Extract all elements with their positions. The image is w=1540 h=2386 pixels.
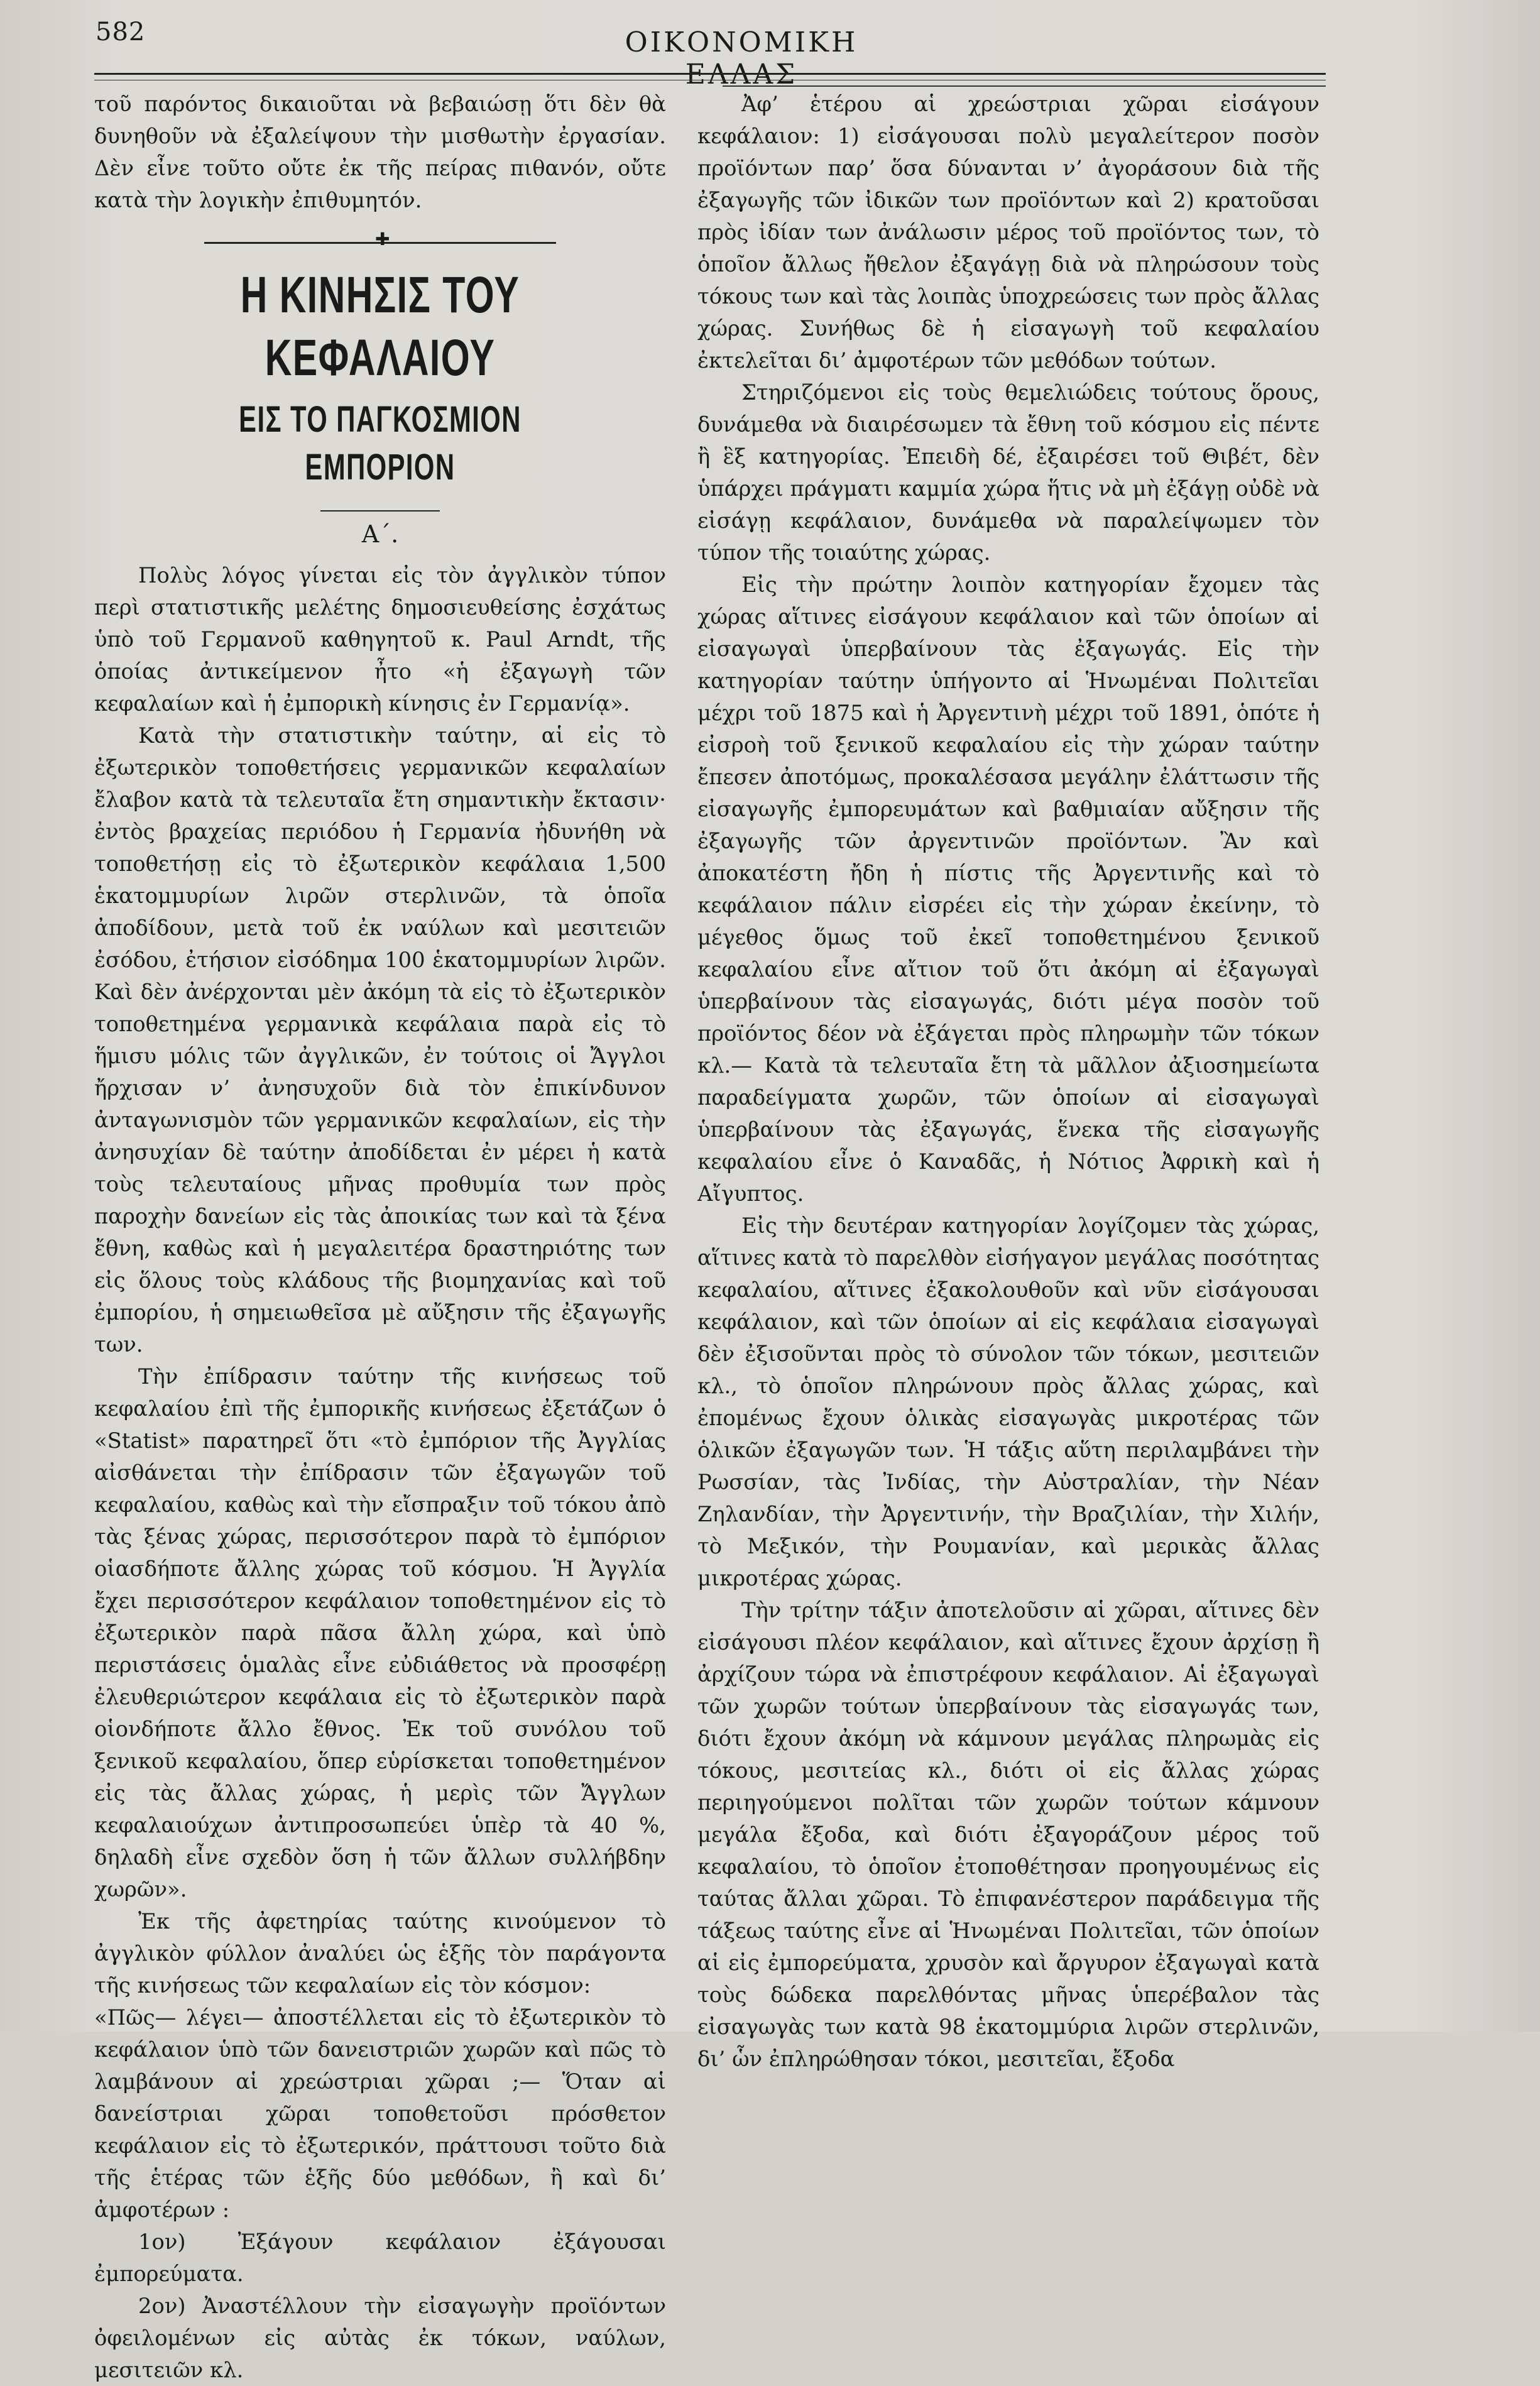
list-item: 2ον) Ἀναστέλλουν τὴν εἰσαγωγὴν προϊόντων ὀφειλομένων εἰς αὐτὰς ἐκ τόκων, ναύλων, μεσιτειῶν κλ. — [94, 2294, 666, 2382]
paragraph: Στηριζόμενοι εἰς τοὺς θεμελιώδεις τούτους ὅρους, δυνάμεθα νὰ διαιρέσωμεν τὰ ἔθνη τοῦ κόσμου εἰς πέντε ἢ ἓξ κατηγορίας. Ἐπειδὴ δέ, ἐξαιρέσει τοῦ Θιβέτ, δὲν ὑπάρχει πράγματι καμμία χώρα ἥτις νὰ μὴ ἐξάγῃ οὐδὲ νὰ εἰσάγῃ κεφάλαιον, δυνάμεθα νὰ παραλείψωμεν τὸν τύπον τῆς τοιαύτης χώρας. — [697, 380, 1319, 565]
paragraph: Τὴν ἐπίδρασιν ταύτην τῆς κινήσεως τοῦ κεφαλαίου ἐπὶ τῆς ἐμπορικῆς κινήσεως ἐξετάζων ὁ «Statist» παρατηρεῖ ὅτι «τὸ ἐμπόριον τῆς Ἀγγλίας αἰσθάνεται τὴν ἐπίδρασιν τῶν ἐξαγωγῶν τοῦ κεφαλαίου, καθὼς καὶ τὴν εἴσπραξιν τοῦ τόκου ἀπὸ τὰς ξένας χώρας, περισσότερον παρὰ τὸ ἐμπόριον οἱασδήποτε ἄλλης χώρας τοῦ κόσμου. Ἡ Ἀγγλία ἔχει περισσότερον κεφάλαιον τοποθετημένον εἰς τὸ ἐξωτερικὸν παρὰ πᾶσα ἄλλη χώρα, καὶ ὑπὸ περιστάσεις ὁμαλὰς εἶνε εὐδιάθετος νὰ προσφέρῃ ἐλευθεριώτερον κεφάλαια εἰς τὸ ἐξωτερικὸν παρὰ οἱονδήποτε ἄλλο ἔθνος. Ἐκ τοῦ συνόλου τοῦ ξενικοῦ κεφαλαίου, ὅπερ εὑρίσκεται τοποθετημένον εἰς τὰς ἄλλας χώρας, ἡ μερὶς τῶν Ἄγγλων κεφαλαιούχων ἀντιπροσωπεύει ὑπὲρ τὰ 40 %, δηλαδὴ εἶνε σχεδὸν ὅση ἡ τῶν ἄλλων συλλήβδην χωρῶν». — [94, 1364, 666, 1902]
paragraph: Εἰς τὴν δευτέραν κατηγορίαν λογίζομεν τὰς χώρας, αἵτινες κατὰ τὸ παρελθὸν εἰσήγαγον μεγάλας ποσότητας κεφαλαίου, αἵτινες ἐξακολουθοῦν καὶ νῦν εἰσάγουσαι κεφάλαιον, καὶ τῶν ὁποίων αἱ εἰς κεφάλαια εἰσαγωγαὶ δὲν ἐξισοῦνται πρὸς τὸ σύνολον τῶν τόκων, μεσιτειῶν κλ., τὸ ὁποῖον πληρώνουν πρὸς ἄλλας χώρας, καὶ ἐπομένως ἔχουν ὁλικὰς εἰσαγωγὰς μικροτέρας τῶν ὁλικῶν ἐξαγωγῶν των. Ἡ τάξις αὕτη περιλαμβάνει τὴν Ρωσσίαν, τὰς Ἰνδίας, τὴν Αὐστραλίαν, τὴν Νέαν Ζηλανδίαν, τὴν Ἀργεντινήν, τὴν Βραζιλίαν, τὴν Χιλήν, τὸ Μεξικόν, τὴν Ρουμανίαν, καὶ μερικὰς ἄλλας μικροτέρας χώρας. — [697, 1213, 1319, 1590]
right-column — [697, 88, 1319, 2075]
article-title: Η ΚΙΝΗΣΙΣ ΤΟΥ ΚΕΦΑΛΑΙΟΥ — [240, 266, 520, 386]
paragraph: «Πῶς— λέγει— ἀποστέλλεται εἰς τὸ ἐξωτερικὸν τὸ κεφάλαιον ὑπὸ τῶν δανειστριῶν χωρῶν καὶ πῶς τὸ λαμβάνουν αἱ χρεώστριαι χῶραι ;— Ὅταν αἱ δανείστριαι χῶραι τοποθετοῦσι πρόσθετον κεφάλαιον εἰς τὸ ἐξωτερικόν, πράττουσι τοῦτο διὰ τῆς ἑτέρας τῶν ἑξῆς δύο μεθόδων, ἢ καὶ δι’ ἀμφοτέρων : — [94, 2005, 666, 2222]
section-mark: Α΄. — [361, 520, 399, 548]
paragraph: Ἀφ’ ἑτέρου αἱ χρεώστριαι χῶραι εἰσάγουν κεφάλαιον: 1) εἰσάγουσαι πολὺ μεγαλείτερον ποσὸν προϊόντων παρ’ ὅσα δύνανται ν’ ἀγοράσουν διὰ τῆς ἐξαγωγῆς τῶν ἰδικῶν των προϊόντων καὶ 2) κρατοῦσαι πρὸς ἰδίαν των ἀνάλωσιν μέρος τοῦ προϊόντος των, τὸ ὁποῖον ἄλλως ἤθελον ἐξαγάγῃ διὰ νὰ πληρώσουν τοὺς τόκους των καὶ τὰς λοιπὰς ὑποχρεώσεις των πρὸς ἄλλας χώρας. Συνήθως δὲ ἡ εἰσαγωγὴ τοῦ κεφαλαίου ἐκτελεῖται δι’ ἀμφοτέρων τῶν μεθόδων τούτων. — [697, 92, 1319, 373]
title-rule — [320, 510, 440, 512]
paragraph: Κατὰ τὴν στατιστικὴν ταύτην, αἱ εἰς τὸ ἐξωτερικὸν τοποθετήσεις γερμανικῶν κεφαλαίων ἔλαβον κατὰ τὰ τελευταῖα ἔτη σημαντικὴν ἔκτασιν· ἐντὸς βραχείας περιόδου ἡ Γερμανία ἠδυνήθη νὰ τοποθετήσῃ εἰς τὸ ἐξωτερικὸν κεφάλαια 1,500 ἑκατομμυρίων λιρῶν στερλινῶν, τὰ ὁποῖα ἀποδίδουν, μετὰ τοῦ ἐκ ναύλων καὶ μεσιτειῶν ἐσόδου, ἐτήσιον εἰσόδημα 100 ἑκατομμυρίων λιρῶν. Καὶ δὲν ἀνέρχονται μὲν ἀκόμη τὰ εἰς τὸ ἐξωτερικὸν τοποθετημένα γερμανικὰ κεφάλαια παρὰ εἰς τὸ ἥμισυ μόλις τῶν ἀγγλικῶν, ἐν τούτοις οἱ Ἄγγλοι ἤρχισαν ν’ ἀνησυχοῦν διὰ τὸν ἐπικίνδυνον ἀνταγωνισμὸν τῶν γερμανικῶν κεφαλαίων, εἰς τὴν ἀνησυχίαν δὲ ταύτην ἀποδίδεται ἐν μέρει ἡ κατὰ τοὺς τελευταίους μῆνας προθυμία των πρὸς παροχὴν δανείων εἰς τὰς ἀποικίας των καὶ τὰ ξένα ἔθνη, καθὼς καὶ ἡ μεγαλειτέρα δραστηριότης των εἰς ὅλους τοὺς κλάδους τῆς βιομηχανίας καὶ τοῦ ἐμπορίου, ἡ σημειωθεῖσα μὲ αὔξησιν τῆς ἐξαγωγῆς των. — [94, 723, 666, 1357]
running-title: ΟΙΚΟΝΟΜΙΚΗ ΕΛΛΑΣ — [625, 26, 858, 90]
page-number: 582 — [96, 18, 146, 47]
header-rule — [94, 73, 1326, 75]
article-subtitle: ΕΙΣ ΤΟ ΠΑΓΚΟΣΜΙΟΝ ΕΜΠΟΡΙΟΝ — [239, 399, 522, 488]
left-column — [94, 88, 666, 2386]
paragraph: Εἰς τὴν πρώτην λοιπὸν κατηγορίαν ἔχομεν τὰς χώρας αἵτινες εἰσάγουν κεφάλαιον καὶ τῶν ὁποίων αἱ εἰσαγωγαὶ ὑπερβαίνουν τὰς ἐξαγωγάς. Εἰς τὴν κατηγορίαν ταύτην ὑπήγοντο αἱ Ἡνωμέναι Πολιτεῖαι μέχρι τοῦ 1875 καὶ ἡ Ἀργεντινὴ μέχρι τοῦ 1891, ὁπότε ἡ εἰσροὴ τοῦ ξενικοῦ κεφαλαίου εἰς τὴν χώραν ταύτην ἔπεσεν ἀποτόμως, προκαλέσασα μεγάλην ἐλάττωσιν τῆς εἰσαγωγῆς ἐμπορευμάτων καὶ βαθμιαίαν αὔξησιν τῆς ἐξαγωγῆς τῶν ἀργεντινῶν προϊόντων. Ἂν καὶ ἀποκατέστη ἤδη ἡ πίστις τῆς Ἀργεντινῆς καὶ τὸ κεφάλαιον πάλιν εἰσρέει εἰς τὴν χώραν ἐκείνην, τὸ μέγεθος ὅμως τοῦ ἐκεῖ τοποθετημένου ξενικοῦ κεφαλαίου εἶνε αἴτιον τοῦ ὅτι ἀκόμη αἱ ἐξαγωγαὶ ὑπερβαίνουν τὰς εἰσαγωγάς, διότι μέγα ποσὸν τοῦ προϊόντος δέον νὰ ἐξάγεται πρὸς πληρωμὴν τῶν τόκων κλ.— Κατὰ τὰ τελευταῖα ἔτη τὰ μᾶλλον ἀξιοσημείωτα παραδείγματα χωρῶν, τῶν ὁποίων αἱ εἰσαγωγαὶ ὑπερβαίνουν τὰς ἐξαγωγάς, ἕνεκα τῆς εἰσαγωγῆς κεφαλαίου εἶνε ὁ Καναδᾶς, ἡ Νότιος Ἀφρικὴ καὶ ἡ Αἴγυπτος. — [697, 572, 1319, 1206]
paragraph: Ἐκ τῆς ἀφετηρίας ταύτης κινούμενον τὸ ἀγγλικὸν φύλλον ἀναλύει ὡς ἑξῆς τὸν παράγοντα τῆς κινήσεως τῶν κεφαλαίων εἰς τὸν κόσμον: — [94, 1909, 666, 1998]
right-column-rule — [723, 85, 1326, 87]
paragraph: Πολὺς λόγος γίνεται εἰς τὸν ἀγγλικὸν τύπον περὶ στατιστικῆς μελέτης δημοσιευθείσης ἐσχάτως ὑπὸ τοῦ Γερμανοῦ καθηγητοῦ κ. Paul Arndt, τῆς ὁποίας ἀντικείμενον ἦτο «ἡ ἐξαγωγὴ τῶν κεφαλαίων καὶ ἡ ἐμπορικὴ κίνησις ἐν Γερμανίᾳ». — [94, 563, 666, 716]
cross-ornament-icon: ✚ — [375, 229, 390, 249]
continuation-paragraph: τοῦ παρόντος δικαιοῦται νὰ βεβαιώσῃ ὅτι δὲν θὰ δυνηθοῦν νὰ ἐξαλείψουν τὴν μισθωτὴν ἐργασίαν. Δὲν εἶνε τοῦτο οὔτε ἐκ τῆς πείρας πιθανόν, οὔτε κατὰ τὴν λογικὴν ἐπιθυμητόν. — [94, 92, 666, 212]
paragraph: Τὴν τρίτην τάξιν ἀποτελοῦσιν αἱ χῶραι, αἵτινες δὲν εἰσάγουσι πλέον κεφάλαιον, καὶ αἵτινες ἔχουν ἀρχίσῃ ἢ ἀρχίζουν τώρα νὰ ἐπιστρέφουν κεφάλαιον. Αἱ ἐξαγωγαὶ τῶν χωρῶν τούτων ὑπερβαίνουν τὰς εἰσαγωγάς των, διότι ἔχουν ἀκόμη νὰ κάμνουν μεγάλας πληρωμὰς εἰς τόκους, μεσιτείας κλ., διότι οἱ εἰς ἄλλας χώρας περιηγούμενοι πολῖται τῶν χωρῶν τούτων κάμνουν μεγάλα ἔξοδα, καὶ διότι ἐξαγοράζουν μέρος τοῦ κεφαλαίου, τὸ ὁποῖον ἐτοποθέτησαν προηγουμένως εἰς ταύτας ἄλλαι χῶραι. Τὸ ἐπιφανέστερον παράδειγμα τῆς τάξεως ταύτης εἶνε αἱ Ἡνωμέναι Πολιτεῖαι, τῶν ὁποίων αἱ εἰς ἐμπορεύματα, χρυσὸν καὶ ἄργυρον ἐξαγωγαὶ κατὰ τοὺς δώδεκα παρελθόντας μῆνας ὑπερέβαλον τὰς εἰσαγωγὰς των κατὰ 98 ἑκατομμύρια λιρῶν στερλινῶν, δι’ ὧν ἐπληρώθησαν τόκοι, μεσιτεῖαι, ἔξοδα — [697, 1598, 1319, 2071]
list-item: 1ον) Ἐξάγουν κεφάλαιον ἐξάγουσαι ἐμπορεύματα. — [94, 2230, 666, 2286]
ornamental-rule — [204, 229, 556, 250]
